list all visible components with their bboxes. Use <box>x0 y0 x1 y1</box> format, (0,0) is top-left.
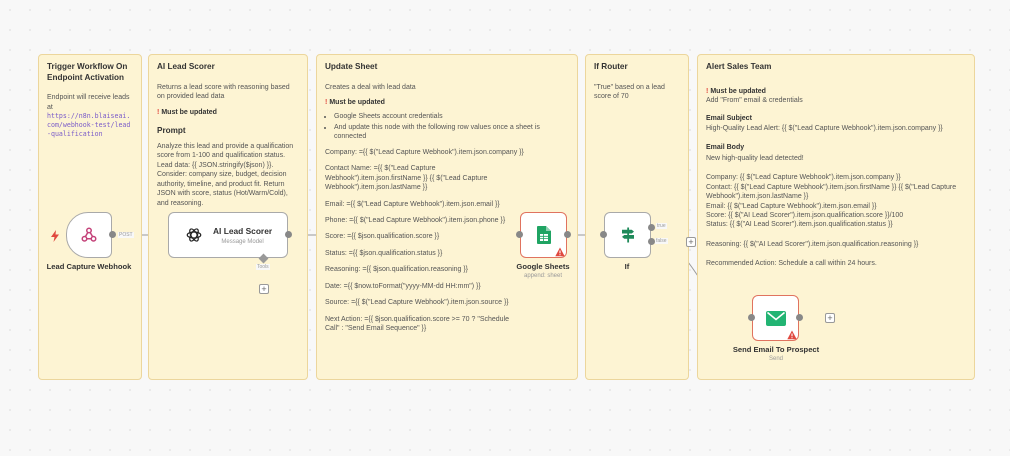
sticky-scorer-title: AI Lead Scorer <box>157 62 215 71</box>
sticky-scorer-prompt: Analyze this lead and provide a qualification score from 1-100 and qualification status. Lead data: {{ JSON.stringify($json) }}. Consider: company size, budget, decision authority, timeline, and product fit. Return JSON with score, status (Hot/Warm/Cold), and reasoning. <box>157 143 294 207</box>
if-node-label: If <box>624 262 630 271</box>
webhook-node[interactable] <box>66 212 112 258</box>
sticky-sheet-text: Creates a deal with lead data <box>325 83 416 91</box>
list-item: Next Action: ={{ $json.qualification.score >= 70 ? "Schedule Call" : "Send Email Sequence" }} <box>325 315 510 333</box>
sticky-router-text: "True" based on a lead score of 70 <box>594 83 665 101</box>
sticky-alert-title: Alert Sales Team <box>706 62 772 71</box>
webhook-output-port[interactable] <box>109 231 116 238</box>
list-item: Phone: ={{ $("Lead Capture Webhook").item.json.phone }} <box>325 217 506 225</box>
sticky-alert-body-intro: New high-quality lead detected! <box>706 154 804 162</box>
list-item: Date: ={{ $now.toFormat("yyyy-MM-dd HH:mm") }} <box>325 282 481 290</box>
sticky-scorer-warn <box>157 108 299 117</box>
trigger-bolt-icon <box>50 229 60 241</box>
send-email-output-port[interactable] <box>796 314 803 321</box>
sticky-trigger-title: Trigger Workflow On Endpoint Activation <box>47 62 128 82</box>
list-item: • And update this node with the following row values once a sheet is connected <box>334 123 569 142</box>
google-sheets-node-label: Google Sheets <box>516 262 570 271</box>
sticky-alert[interactable] <box>697 54 975 380</box>
if-node[interactable] <box>604 212 651 258</box>
google-sheets-node-sub: append: sheet <box>523 273 563 279</box>
list-item: Contact Name: ={{ $("Lead Capture Webhook").item.json.firstName }} {{ $("Lead Capture Webhook").item.json.lastName }} <box>325 165 488 192</box>
google-sheets-output-port[interactable] <box>564 231 571 238</box>
sticky-alert-action: Recommended Action: Schedule a call within 24 hours. <box>706 260 877 268</box>
list-item: Status: {{ $("AI Lead Scorer").item.json.qualification.status }} <box>706 221 893 229</box>
sticky-alert-warn-sub: Add "From" email & credentials <box>706 97 803 105</box>
google-sheets-icon <box>537 226 551 244</box>
openai-icon <box>185 226 203 244</box>
list-item: Company: {{ $("Lead Capture Webhook").item.json.company }} <box>706 174 901 182</box>
warning-icon <box>787 330 797 340</box>
ai-scorer-node-label: AI Lead Scorer <box>213 225 273 236</box>
send-email-input-port[interactable] <box>748 314 755 321</box>
sticky-alert-warn <box>706 87 966 96</box>
ai-scorer-node-sub: Message Model <box>221 238 264 245</box>
exclamation-icon: ! <box>157 108 160 116</box>
sticky-alert-body-lines <box>706 173 966 230</box>
sticky-alert-subject: High-Quality Lead Alert: {{ $("Lead Capture Webhook").item.json.company }} <box>706 124 943 132</box>
sticky-trigger-url: https://n8n.blaiseai.com/webhook-test/lead-qualification <box>47 112 131 138</box>
sticky-sheet-bullets <box>325 112 569 142</box>
google-sheets-input-port[interactable] <box>516 231 523 238</box>
sticky-alert-subject-heading: Email Subject <box>706 114 752 122</box>
sticky-trigger-text: Endpoint will receive leads at <box>47 94 130 111</box>
sticky-sheet-rows <box>325 148 525 334</box>
post-connection-label: POST <box>119 232 133 238</box>
list-item: Source: ={{ $("Lead Capture Webhook").item.json.source }} <box>325 299 509 307</box>
sticky-sheet-warn <box>325 98 569 107</box>
warning-icon <box>555 247 565 257</box>
list-item: Email: ={{ $("Lead Capture Webhook").item.json.email }} <box>325 200 500 208</box>
sticky-router-title: If Router <box>594 62 628 71</box>
mail-icon <box>766 311 786 326</box>
sticky-alert-body-heading: Email Body <box>706 144 745 152</box>
sticky-scorer-prompt-heading: Prompt <box>157 125 186 135</box>
ai-scorer-output-port[interactable] <box>285 231 292 238</box>
list-item: Reasoning: ={{ $json.qualification.reasoning }} <box>325 266 469 274</box>
sticky-scorer-warn-text: Must be updated <box>161 108 217 116</box>
sticky-sheet-warn-text: Must be updated <box>329 99 385 107</box>
send-email-node-label: Send Email To Prospect <box>732 345 820 354</box>
list-item: Score: {{ $("AI Lead Scorer").item.json.qualification.score }}/100 <box>706 212 904 220</box>
list-item: Status: ={{ $json.qualification.status }} <box>325 249 443 257</box>
if-input-port[interactable] <box>600 231 607 238</box>
webhook-node-label: Lead Capture Webhook <box>46 262 132 271</box>
send-email-node-sub: Send <box>768 356 784 362</box>
if-true-port[interactable] <box>648 224 655 231</box>
add-next-node-button[interactable]: + <box>825 313 835 323</box>
list-item: Email: {{ $("Lead Capture Webhook").item.json.email }} <box>706 202 877 210</box>
ai-scorer-node[interactable] <box>168 212 288 258</box>
list-item: Contact: {{ $("Lead Capture Webhook").item.json.firstName }} {{ $("Lead Capture Webhook").item.json.lastName }} <box>706 183 957 201</box>
false-connection-label: false <box>656 238 667 244</box>
tools-connection-label: Tools <box>257 264 269 270</box>
true-connection-label: true <box>657 223 666 229</box>
sticky-alert-warn-text: Must be updated <box>710 87 766 95</box>
sticky-alert-reasoning: Reasoning: {{ $("AI Lead Scorer").item.json.qualification.reasoning }} <box>706 240 919 248</box>
add-false-branch-button[interactable]: + <box>686 237 696 247</box>
signpost-icon <box>619 226 637 244</box>
list-item: • Google Sheets account credentials <box>334 112 569 121</box>
if-false-port[interactable] <box>648 238 655 245</box>
list-item: Score: ={{ $json.qualification.score }} <box>325 233 440 241</box>
exclamation-icon: ! <box>325 99 328 107</box>
sticky-sheet-title: Update Sheet <box>325 62 378 71</box>
exclamation-icon: ! <box>706 87 709 95</box>
list-item: Company: ={{ $("Lead Capture Webhook").item.json.company }} <box>325 148 524 156</box>
add-tool-button[interactable]: + <box>259 284 269 294</box>
webhook-icon <box>80 226 98 244</box>
sticky-scorer-text: Returns a lead score with reasoning based on provided lead data <box>157 83 290 101</box>
